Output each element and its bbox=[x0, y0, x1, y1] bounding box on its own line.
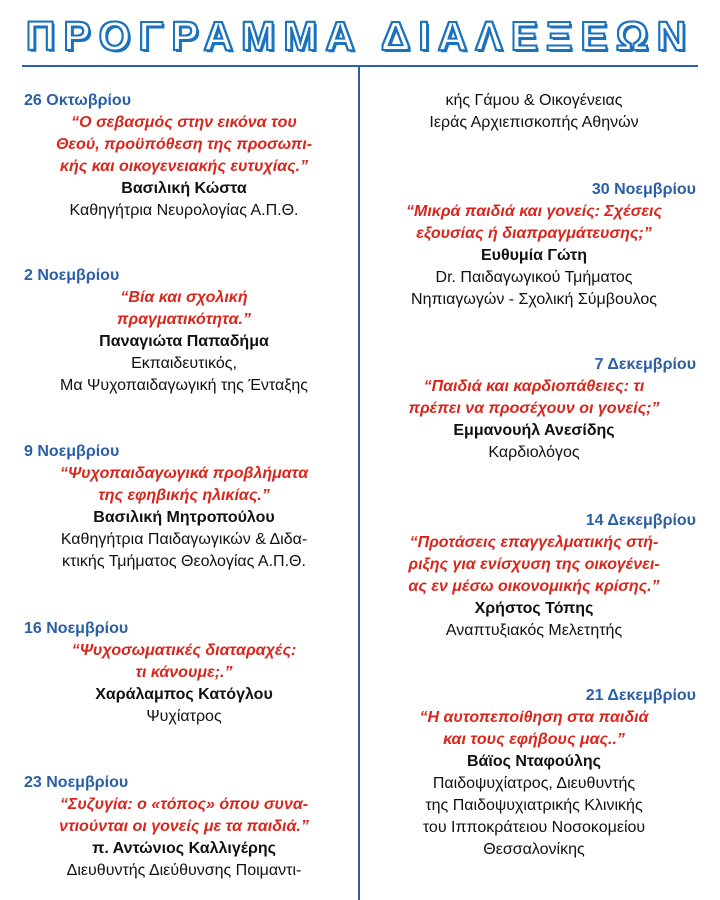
lecture-speaker: Εμμανουήλ Ανεσίδης bbox=[453, 422, 615, 439]
lecture-speaker: Βάϊος Νταφούλης bbox=[467, 753, 601, 770]
speaker-role-line: Διευθυντής Διεύθυνσης Ποιμαντι- bbox=[66, 862, 302, 879]
lecture-speaker: Βασιλική Μητροπούλου bbox=[93, 509, 275, 526]
speaker-role bbox=[364, 442, 704, 464]
lecture-topic bbox=[364, 376, 704, 420]
lecture-date: 9 Νοεμβρίου bbox=[24, 443, 120, 460]
lecture-date: 2 Νοεμβρίου bbox=[24, 267, 120, 284]
speaker-role-line: Ψυχίατρος bbox=[146, 708, 222, 725]
lecture-topic-line: “Συζυγία: ο «τόπος» όπου συνα- bbox=[59, 796, 309, 813]
speaker-role-line: του Ιπποκράτειου Νοσοκομείου bbox=[422, 819, 646, 836]
lecture-topic-line: ντιούνται οι γονείς με τα παιδιά.” bbox=[59, 818, 309, 835]
lecture-topic-line: ριξης για ενίσχυση της οικογένει- bbox=[408, 556, 660, 573]
lecture-speaker: Ευθυμία Γώτη bbox=[480, 247, 588, 264]
lecture-entry bbox=[14, 265, 354, 397]
lecture-date: 21 Δεκεμβρίου bbox=[585, 687, 696, 704]
speaker-role bbox=[364, 773, 704, 861]
speaker-role-line: Παιδοψυχίατρος, Διευθυντής bbox=[432, 775, 636, 792]
speaker-role-line: Dr. Παιδαγωγικού Τμήματος bbox=[435, 269, 633, 286]
lecture-topic bbox=[364, 707, 704, 751]
lecture-topic-line: “Ψυχοπαιδαγωγικά προβλήματα bbox=[59, 465, 309, 482]
speaker-role-line: Νηπιαγωγών - Σχολική Σύμβουλος bbox=[411, 291, 657, 308]
speaker-role bbox=[364, 90, 704, 134]
lecture-topic-line: και τους εφήβους μας..” bbox=[443, 731, 625, 748]
speaker-role-line: Θεσσαλονίκης bbox=[483, 841, 585, 858]
speaker-role-line: Καθηγήτρια Νευρολογίας Α.Π.Θ. bbox=[69, 202, 299, 219]
lecture-date: 23 Νοεμβρίου bbox=[24, 774, 129, 791]
lecture-speaker: Παναγιώτα Παπαδήμα bbox=[99, 333, 269, 350]
lecture-topic-line: πραγματικότητα.” bbox=[117, 311, 251, 328]
title-rule bbox=[22, 65, 698, 67]
speaker-role bbox=[364, 620, 704, 642]
lecture-topic-line: κής και οικογενειακής ευτυχίας.” bbox=[59, 158, 309, 175]
lecture-entry bbox=[14, 90, 354, 222]
speaker-role bbox=[364, 267, 704, 311]
lecture-topic-line: “Η αυτοπεποίθηση στα παιδιά bbox=[419, 709, 649, 726]
speaker-role-line: της Παιδοψυχιατρικής Κλινικής bbox=[425, 797, 643, 814]
speaker-role-line: Ιεράς Αρχιεπισκοπής Αθηνών bbox=[429, 114, 639, 131]
lecture-topic-line: πρέπει να προσέχουν οι γονείς;” bbox=[408, 400, 660, 417]
lecture-topic bbox=[14, 287, 354, 331]
speaker-role-line: Καρδιολόγος bbox=[488, 444, 580, 461]
lecture-topic-line: “Μικρά παιδιά και γονείς: Σχέσεις bbox=[405, 203, 662, 220]
lecture-speaker: π. Αντώνιος Καλλιγέρης bbox=[92, 840, 276, 857]
lecture-topic-line: “Βία και σχολική bbox=[120, 289, 248, 306]
lecture-topic-line: “Ψυχοσωματικές διαταραχές: bbox=[71, 642, 297, 659]
lecture-entry bbox=[364, 179, 704, 311]
lecture-topic-line: ας εν μέσω οικονομικής κρίσης.” bbox=[408, 578, 660, 595]
lecture-speaker: Χρήστος Τόπης bbox=[474, 600, 594, 617]
lecture-speaker: Χαράλαμπος Κατόγλου bbox=[95, 686, 273, 703]
lecture-entry bbox=[364, 354, 704, 464]
lecture-entry bbox=[14, 772, 354, 882]
lecture-entry bbox=[14, 441, 354, 573]
lecture-topic bbox=[14, 640, 354, 684]
speaker-role-line: Αναπτυξιακός Μελετητής bbox=[445, 622, 623, 639]
speaker-role bbox=[14, 529, 354, 573]
speaker-role-line: Καθηγήτρια Παιδαγωγικών & Διδα- bbox=[60, 531, 308, 548]
lecture-date: 26 Οκτωβρίου bbox=[24, 92, 132, 109]
lecture-topic-line: τι κάνουμε;.” bbox=[135, 664, 233, 681]
speaker-role-line: Μα Ψυχοπαιδαγωγική της Ένταξης bbox=[60, 377, 308, 394]
lecture-speaker: Βασιλική Κώστα bbox=[121, 180, 247, 197]
lecture-entry bbox=[364, 90, 704, 134]
lecture-topic bbox=[14, 463, 354, 507]
lecture-topic bbox=[14, 794, 354, 838]
lecture-topic-line: “Ο σεβασμός στην εικόνα του bbox=[71, 114, 297, 131]
column-divider bbox=[358, 66, 360, 900]
page-title: ΠΡΟΓΡΑΜΜΑ ΔΙΑΛΕΞΕΩΝ bbox=[25, 13, 695, 59]
lecture-topic bbox=[364, 201, 704, 245]
speaker-role-line: κής Γάμου & Οικογένειας bbox=[445, 92, 623, 109]
lecture-entry bbox=[364, 510, 704, 642]
speaker-role bbox=[14, 353, 354, 397]
lecture-date: 7 Δεκεμβρίου bbox=[594, 356, 696, 373]
lecture-topic-line: “Παιδιά και καρδιοπάθειες: τι bbox=[423, 378, 645, 395]
lecture-date: 16 Νοεμβρίου bbox=[24, 620, 129, 637]
lecture-entry bbox=[364, 685, 704, 861]
speaker-role-line: Εκπαιδευτικός, bbox=[131, 355, 237, 372]
speaker-role-line: κτικής Τμήματος Θεολογίας Α.Π.Θ. bbox=[62, 553, 306, 570]
speaker-role bbox=[14, 706, 354, 728]
lecture-topic bbox=[14, 112, 354, 178]
lecture-topic-line: Θεού, προϋπόθεση της προσωπι- bbox=[55, 136, 313, 153]
speaker-role bbox=[14, 200, 354, 222]
lecture-date: 30 Νοεμβρίου bbox=[591, 181, 696, 198]
lecture-topic-line: “Προτάσεις επαγγελματικής στή- bbox=[409, 534, 659, 551]
lecture-topic bbox=[364, 532, 704, 598]
lecture-entry bbox=[14, 618, 354, 728]
lecture-date: 14 Δεκεμβρίου bbox=[585, 512, 696, 529]
speaker-role bbox=[14, 860, 354, 882]
lecture-topic-line: εξουσίας ή διαπραγμάτευσης;” bbox=[416, 225, 652, 242]
lecture-topic-line: της εφηβικής ηλικίας.” bbox=[98, 487, 270, 504]
